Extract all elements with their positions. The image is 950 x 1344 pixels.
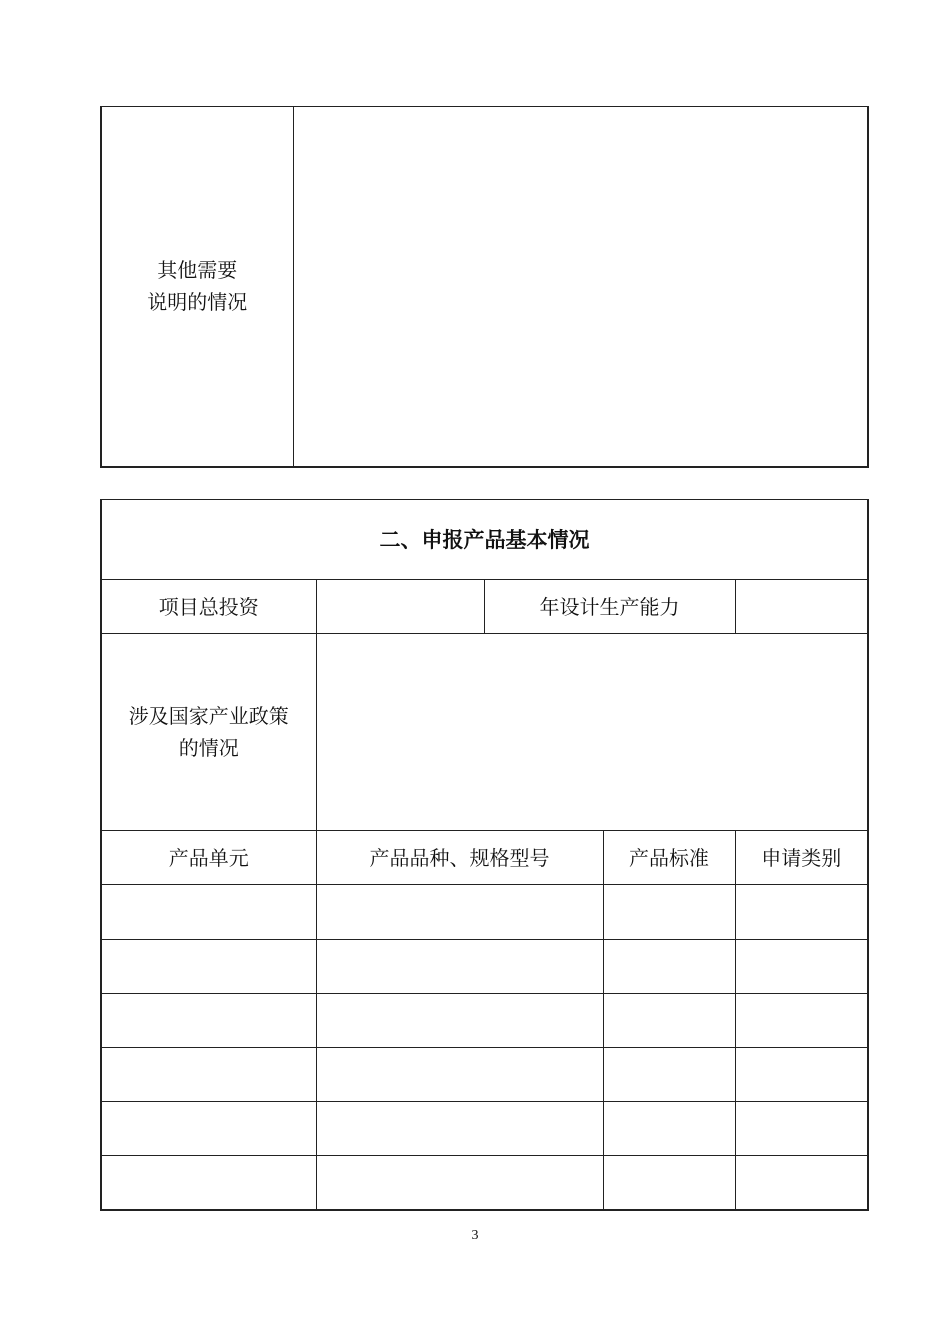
product-standard-cell[interactable]	[603, 1156, 735, 1210]
table-row	[101, 1047, 868, 1101]
table-row	[101, 993, 868, 1047]
other-notes-label-line1: 其他需要	[157, 258, 238, 283]
policy-label-line2: 的情况	[178, 736, 239, 761]
product-spec-cell[interactable]	[316, 993, 603, 1047]
application-type-cell[interactable]	[735, 993, 868, 1047]
product-standard-cell[interactable]	[603, 885, 735, 939]
product-unit-cell[interactable]	[101, 885, 316, 939]
product-standard-cell[interactable]	[603, 993, 735, 1047]
product-unit-cell[interactable]	[101, 993, 316, 1047]
policy-label-line1: 涉及国家产业政策	[128, 704, 289, 729]
column-header-product-standard: 产品标准	[603, 831, 735, 885]
table-row	[101, 939, 868, 993]
application-type-cell[interactable]	[735, 885, 868, 939]
other-notes-label-line2: 说明的情况	[147, 290, 248, 315]
application-type-cell[interactable]	[735, 1156, 868, 1210]
product-unit-cell[interactable]	[101, 1156, 316, 1210]
other-notes-table	[100, 106, 869, 468]
product-unit-cell[interactable]	[101, 1102, 316, 1156]
product-unit-cell[interactable]	[101, 939, 316, 993]
policy-label	[101, 634, 316, 831]
column-header-application-type: 申请类别	[735, 831, 868, 885]
product-standard-cell[interactable]	[603, 1047, 735, 1101]
table-row	[101, 885, 868, 939]
policy-field[interactable]	[316, 634, 868, 831]
capacity-field[interactable]	[735, 580, 868, 634]
application-type-cell[interactable]	[735, 939, 868, 993]
column-header-product-spec: 产品品种、规格型号	[316, 831, 603, 885]
table-row	[101, 1102, 868, 1156]
other-notes-field[interactable]	[293, 107, 868, 467]
investment-label: 项目总投资	[101, 580, 316, 634]
product-spec-cell[interactable]	[316, 1102, 603, 1156]
application-type-cell[interactable]	[735, 1102, 868, 1156]
application-type-cell[interactable]	[735, 1047, 868, 1101]
product-unit-cell[interactable]	[101, 1047, 316, 1101]
column-header-product-unit: 产品单元	[101, 831, 316, 885]
page-number: 3	[471, 1228, 479, 1243]
product-spec-cell[interactable]	[316, 939, 603, 993]
product-spec-cell[interactable]	[316, 1047, 603, 1101]
table-row	[101, 1156, 868, 1210]
capacity-label: 年设计生产能力	[484, 580, 735, 634]
other-notes-label	[101, 107, 293, 467]
section-title: 二、申报产品基本情况	[101, 500, 868, 580]
product-standard-cell[interactable]	[603, 1102, 735, 1156]
investment-field[interactable]	[316, 580, 484, 634]
product-standard-cell[interactable]	[603, 939, 735, 993]
product-spec-cell[interactable]	[316, 885, 603, 939]
product-spec-cell[interactable]	[316, 1156, 603, 1210]
product-info-table	[100, 499, 869, 1211]
